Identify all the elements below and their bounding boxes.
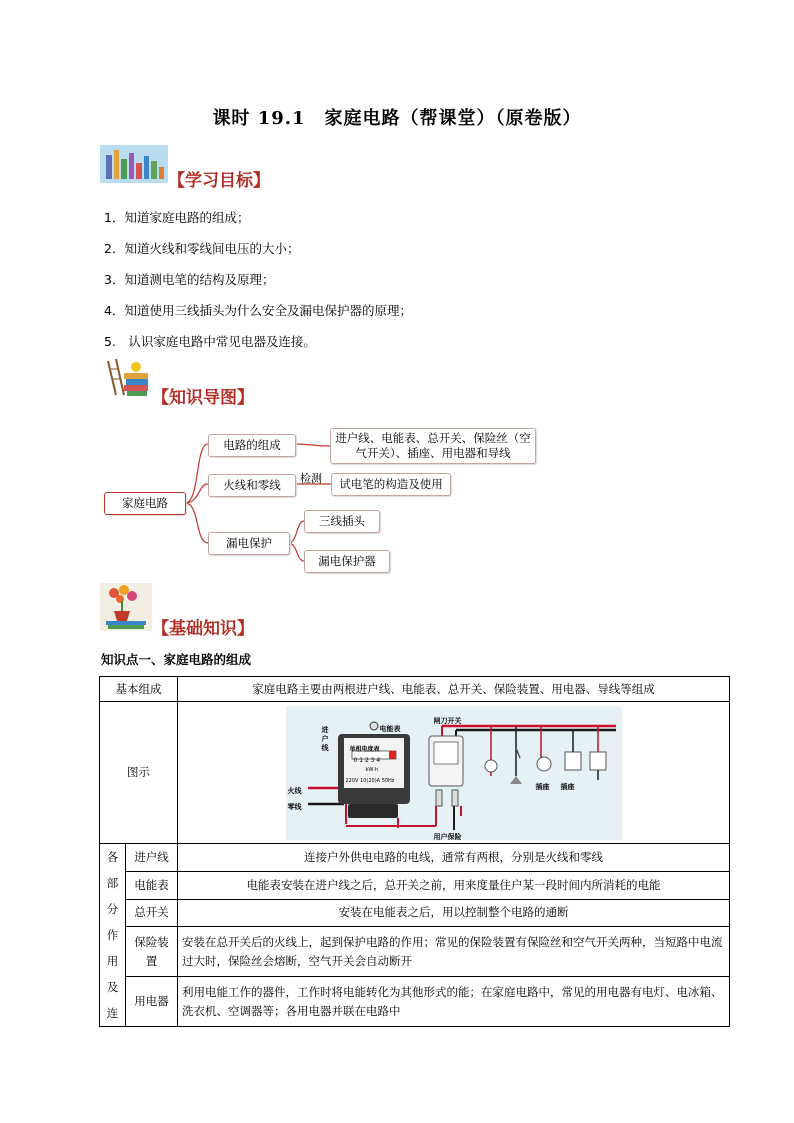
meter-label: 电能表 <box>379 724 401 733</box>
basics-heading: 【基础知识】 <box>152 619 254 639</box>
row-label: 总开关 <box>126 899 178 927</box>
meter-unit: kW·h <box>365 766 379 773</box>
goal-item: 5. 认识家庭电路中常见电器及连接。 <box>104 334 316 349</box>
row-value: 连接户外供电电路的电线，通常有两根，分别是火线和零线 <box>178 844 730 872</box>
table-row <box>100 871 730 899</box>
row-value: 利用电能工作的器件，工作时将电能转化为其他形式的能；在家庭电路中，常见的用电器有电灯、电冰箱、洗衣机、空调器等；各用电器并联在电路中 <box>178 977 730 1027</box>
page-title: 课时 19.1 家庭电路（帮课堂）（原卷版） <box>212 108 582 129</box>
meter-rating: 220V 10(20)A 50Hz <box>345 777 395 784</box>
table-row <box>100 702 730 844</box>
composition-table <box>99 676 730 1027</box>
mindmap-root: 家庭电路 <box>104 492 186 515</box>
mindmap-branch-composition: 电路的组成 <box>208 434 296 457</box>
zero-label: 零线 <box>287 802 302 811</box>
mindmap-branch-leakage: 漏电保护 <box>208 532 290 555</box>
diagram-label: 图示 <box>100 702 178 844</box>
knowledge-point-title: 知识点一、家庭电路的组成 <box>101 652 252 667</box>
table-row <box>100 899 730 927</box>
row-label: 保险装置 <box>126 927 178 977</box>
table-row <box>100 677 730 702</box>
mindmap-branch-live-neutral: 火线和零线 <box>208 474 296 497</box>
mindmap-heading: 【知识导图】 <box>152 388 254 408</box>
basics-banner-image <box>100 583 152 631</box>
table-row <box>100 977 730 1027</box>
table-head-label: 基本组成 <box>100 677 178 702</box>
fuse-label: 用户保险 <box>433 832 462 841</box>
table-row <box>100 844 730 872</box>
meter-digits: 0 1 2 3 4 <box>353 756 381 764</box>
fire-label: 火线 <box>287 786 302 795</box>
socket-label: 插座 <box>535 782 550 791</box>
mindmap-test-pen: 试电笔的构造及使用 <box>331 473 451 496</box>
household-circuit-diagram <box>286 706 622 840</box>
goal-item: 4．知道使用三线插头为什么安全及漏电保护器的原理； <box>104 303 412 318</box>
meter-name: 单相电度表 <box>349 745 380 753</box>
mindmap-composition-detail: 进户线、电能表、总开关、保险丝（空气开关）、插座、用电器和导线 <box>330 428 536 464</box>
row-value: 安装在电能表之后，用以控制整个电路的通断 <box>178 899 730 927</box>
row-label: 进户线 <box>126 844 178 872</box>
goal-item: 1．知道家庭电路的组成； <box>104 210 250 225</box>
socket-label: 插座 <box>560 782 575 791</box>
mindmap-leakage-protector: 漏电保护器 <box>304 550 390 573</box>
goals-heading: 【学习目标】 <box>168 171 270 191</box>
row-value: 安装在总开关后的火线上，起到保护电路的作用；常见的保险装置有保险丝和空气开关两种，当短路中电流过大时，保险丝会熔断，空气开关会自动断开 <box>178 927 730 977</box>
mindmap-three-wire-plug: 三线插头 <box>304 510 380 533</box>
side-label: 各 部 分 作 用 及 连 <box>100 844 126 1027</box>
goal-item: 2．知道火线和零线间电压的大小； <box>104 241 300 256</box>
goal-item: 3．知道测电笔的结构及原理； <box>104 272 275 287</box>
row-value: 电能表安装在进户线之后，总开关之前，用来度量住户某一段时间内所消耗的电能 <box>178 871 730 899</box>
switch-label: 闸刀开关 <box>433 716 462 725</box>
table-row <box>100 927 730 977</box>
row-label: 用电器 <box>126 977 178 1027</box>
mindmap-edge-label: 检测 <box>300 472 322 485</box>
row-label: 电能表 <box>126 871 178 899</box>
table-head-value: 家庭电路主要由两根进户线、电能表、总开关、保险装置、用电器、导线等组成 <box>178 677 730 702</box>
inlet-label: 进户线 <box>321 725 329 752</box>
